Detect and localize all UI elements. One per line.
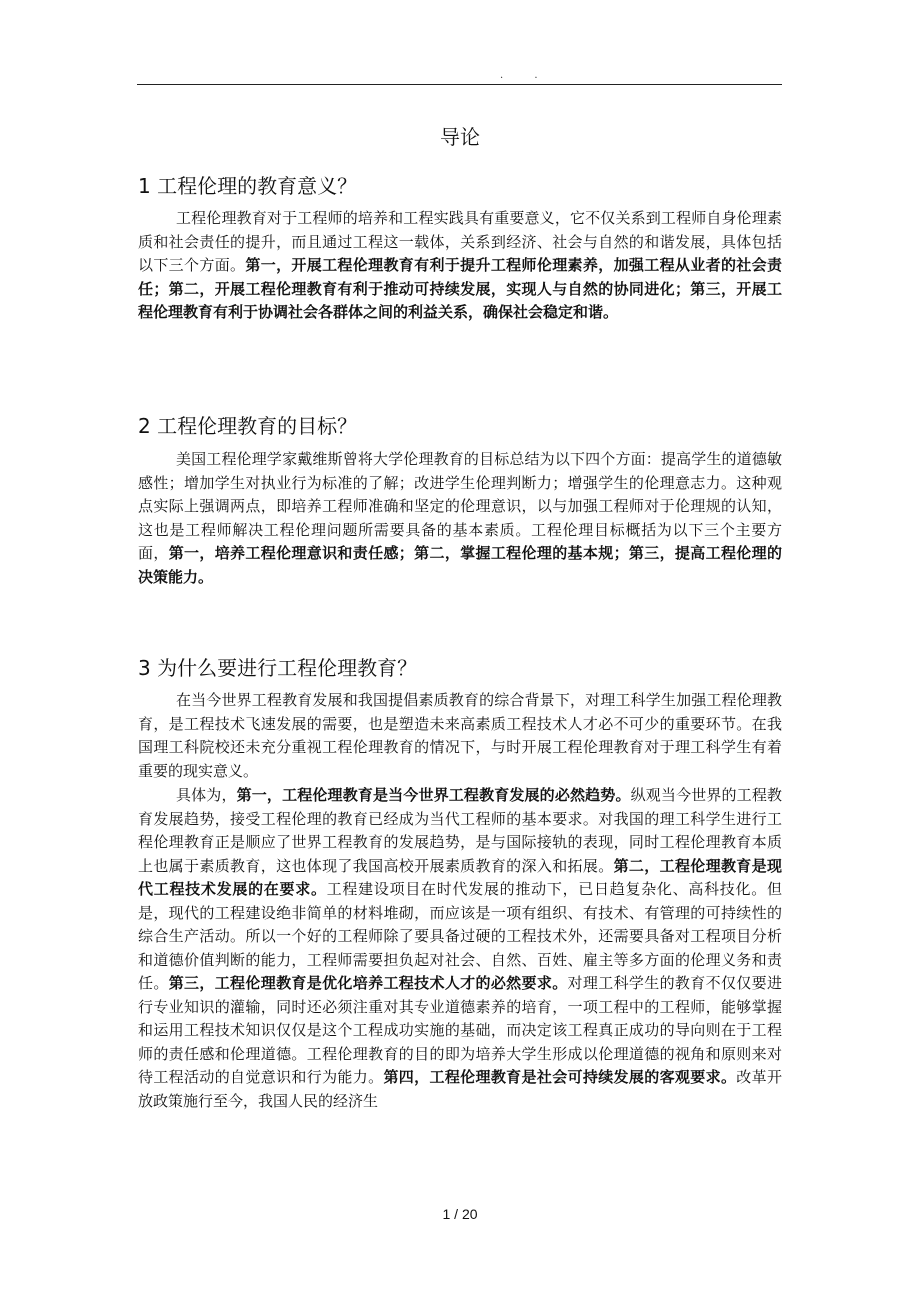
paragraph-bold-text: 第一，培养工程伦理意识和责任感；第二，掌握工程伦理的基本规；第三，提高工程伦理的决策能力。 [138, 544, 782, 586]
section-heading-1: 1 工程伦理的教育意义？ [138, 174, 358, 198]
paragraph-bold-text: 第二，工程伦理教育是现代工程技术发展的在要求。 [138, 856, 782, 898]
section-3-paragraph-2 [138, 784, 782, 1113]
paragraph-text: 对理工科学生的教育不仅仅要进行专业知识的灌输，同时还必须注重对其专业道德素养的培育，一项工程中的工程师，能够掌握和运用工程技术知识仅仅是这个工程成功实施的基础，而决定该工程真正成功的导向则在于工程师的责任感和伦理道德。工程伦理教育的目的即为培养大学生形成以伦理道德的视角和原则来对待工程活动的自觉意识和行为能力。 [138, 974, 782, 1086]
section-2-paragraph [138, 448, 782, 589]
paragraph-bold-text: 第三，工程伦理教育是优化培养工程技术人才的必然要求。 [168, 974, 568, 992]
section-1-paragraph [138, 207, 782, 325]
section-3-paragraph-1 [138, 689, 782, 783]
paragraph-bold-text: 第一，开展工程伦理教育有利于提升工程师伦理素养，加强工程从业者的社会责任；第二，开展工程伦理教育有利于推动可持续发展，实现人与自然的协同进化；第三，开展工程伦理教育有利于协调社会各群体之间的利益关系，确保社会稳定和谐。 [138, 256, 782, 321]
paragraph-text: 改革开放政策施行至今，我国人民的经济生 [138, 1068, 782, 1110]
paragraph-text: 工程建设项目在时代发展的推动下，已日趋复杂化、高科技化。但是，现代的工程建设绝非简单的材料堆砌，而应该是一项有组织、有技术、有管理的可持续性的综合生产活动。所以一个好的工程师除了要具备过硬的工程技术外，还需要具备对工程项目分析和道德价值判断的能力，工程师需要担负起对社会、自然、百姓、雇主等多方面的伦理义务和责任。 [138, 880, 782, 992]
section-heading-2: 2 工程伦理教育的目标？ [138, 414, 358, 438]
paragraph-bold-text: 第四，工程伦理教育是社会可持续发展的客观要求。 [383, 1068, 737, 1086]
paragraph-text: 纵观当今世界的工程教育发展趋势，接受工程伦理的教育已经成为当代工程师的基本要求。对我国的理工科学生进行工程伦理教育正是顺应了世界工程教育的发展趋势，是与国际接轨的表现，同时工程伦理教育本质上也属于素质教育，这也体现了我国高校开展素质教育的深入和拓展。 [138, 786, 782, 875]
page-number: 1 / 20 [442, 1206, 478, 1222]
paragraph-bold-text: 第一，工程伦理教育是当今世界工程教育发展的必然趋势。 [236, 786, 631, 804]
header-rule [137, 84, 782, 85]
paragraph-text: 在当今世界工程教育发展和我国提倡素质教育的综合背景下，对理工科学生加强工程伦理教育，是工程技术飞速发展的需要，也是塑造未来高素质工程技术人才必不可少的重要环节。在我国理工科院校还未充分重视工程伦理教育的情况下，与时开展工程伦理教育对于理工科学生有着重要的现实意义。 [138, 691, 782, 780]
header-dots: . . [500, 70, 552, 81]
page-title: 导论 [440, 125, 480, 149]
paragraph-text: 具体为， [176, 786, 237, 804]
paragraph-text: 工程伦理教育对于工程师的培养和工程实践具有重要意义，它不仅关系到工程师自身伦理素质和社会责任的提升，而且通过工程这一载体，关系到经济、社会与自然的和谐发展，具体包括以下三个方面。 [138, 209, 782, 274]
paragraph-text: 美国工程伦理学家戴维斯曾将大学伦理教育的目标总结为以下四个方面：提高学生的道德敏感性；增加学生对执业行为标准的了解；改进学生伦理判断力；增强学生的伦理意志力。这种观点实际上强调两点，即培养工程师准确和坚定的伦理意识，以与加强工程师对于伦理规的认知，这也是工程师解决工程伦理问题所需要具备的基本素质。工程伦理目标概括为以下三个主要方面， [138, 450, 782, 562]
section-heading-3: 3 为什么要进行工程伦理教育？ [138, 656, 418, 680]
